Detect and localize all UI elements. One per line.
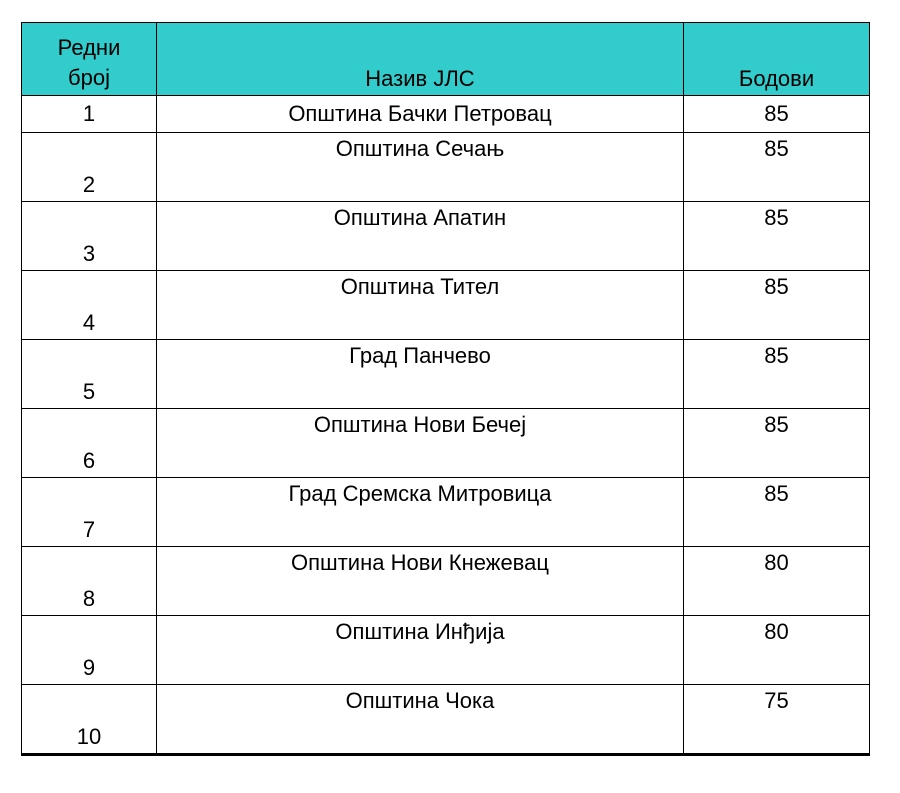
row-number: 1 [22, 96, 157, 133]
table-row [22, 133, 870, 202]
row-name: Општина Нови Бечеј [157, 409, 684, 478]
row-number: 10 [22, 685, 157, 755]
row-points: 80 [684, 616, 870, 685]
row-number: 7 [22, 478, 157, 547]
row-number: 6 [22, 409, 157, 478]
table-row [22, 616, 870, 685]
row-points: 85 [684, 133, 870, 202]
row-points: 85 [684, 202, 870, 271]
row-number: 9 [22, 616, 157, 685]
table-row [22, 685, 870, 755]
row-name: Општина Бачки Петровац [157, 96, 684, 133]
row-number: 4 [22, 271, 157, 340]
row-points: 75 [684, 685, 870, 755]
table-row [22, 478, 870, 547]
header-name: Назив ЈЛС [157, 23, 684, 96]
table-row [22, 547, 870, 616]
row-points: 80 [684, 547, 870, 616]
row-name: Град Сремска Митровица [157, 478, 684, 547]
table-row [22, 96, 870, 133]
ranking-table [21, 22, 870, 756]
header-number-line1: Редни [57, 35, 121, 60]
header-row [22, 23, 870, 96]
row-name: Општина Апатин [157, 202, 684, 271]
row-name: Општина Чока [157, 685, 684, 755]
row-name: Општина Тител [157, 271, 684, 340]
row-number: 3 [22, 202, 157, 271]
header-points: Бодови [684, 23, 870, 96]
table-body [22, 96, 870, 755]
row-name: Општина Инђија [157, 616, 684, 685]
row-points: 85 [684, 271, 870, 340]
row-points: 85 [684, 340, 870, 409]
row-name: Град Панчево [157, 340, 684, 409]
table-row [22, 409, 870, 478]
row-number: 2 [22, 133, 157, 202]
header-number [22, 23, 157, 96]
row-name: Општина Сечањ [157, 133, 684, 202]
row-name: Општина Нови Кнежевац [157, 547, 684, 616]
table-row [22, 202, 870, 271]
table-row [22, 271, 870, 340]
row-points: 85 [684, 478, 870, 547]
row-points: 85 [684, 96, 870, 133]
table-row [22, 340, 870, 409]
table-header [22, 23, 870, 96]
header-number-line2: број [68, 65, 110, 90]
row-number: 8 [22, 547, 157, 616]
row-points: 85 [684, 409, 870, 478]
row-number: 5 [22, 340, 157, 409]
